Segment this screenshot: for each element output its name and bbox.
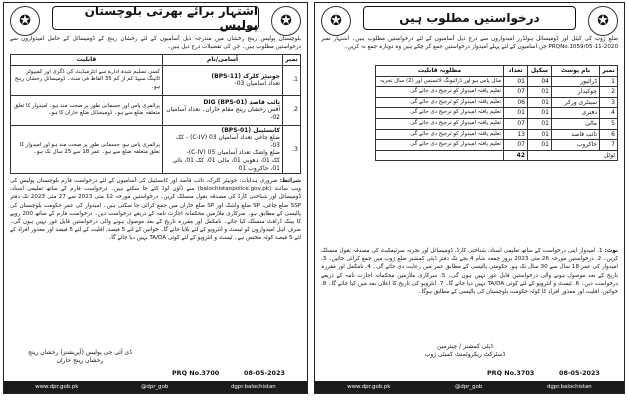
terms-heading: شرائط: (279, 178, 301, 184)
total-empty (376, 150, 504, 161)
header-count: تعداد (504, 66, 528, 77)
table-row (376, 140, 618, 151)
notes-block (321, 247, 618, 337)
cell-scale: 01 (528, 140, 552, 151)
post-title: جونیئر کلرک (BPS-11) (211, 72, 280, 80)
table-row (11, 95, 301, 125)
prq-number: PRQ No.3700 (172, 369, 220, 377)
signature-block (10, 349, 150, 365)
prq-number: PRQ No.3703 (487, 369, 535, 377)
notes-text: 1. امیدوار اپنی درخواست کے ساتھ تعلیمی اسناد، شناختی کارڈ، ڈومیسائل اور تجربہ سرٹیفکیٹ کی مصدقہ نقول منسلک کریں۔ 2. درخواستیں مورخہ 26 مئی 2023 بروز جمعہ شام 4 بجے تک دفتر ڈپٹی کمشنر ضلع ژوب میں جمع کرائی جائیں۔ 3. امیدوار کی عمر 18 سال سے 30 سال تک ہو، حکومتی پالیسی کے مطابق عمر میں رعایت دی جائے گی۔ 4. نامکمل اور مقررہ تاریخ کے بعد موصول ہونے والی درخواستیں قابل غور نہیں ہوں گی۔ 5. سرکاری ملازمین محکمانہ اجازت نامہ کے ذریعے درخواست دیں۔ 6. ٹیسٹ و انٹرویو کے لئے کوئی TA/DA نہیں دیا جائے گا۔ 7. انٹرویو کی تاریخ کا اعلان بعد میں کیا جائے گا۔ 8. خواتین، اقلیت اور معذور افراد کا کوٹہ حکومت بلوچستان کی پالیسی کے مطابق ہوگا۔ (321, 248, 618, 296)
ad-intro: ضلع ژوب کی کیٹل اور ڈومیسائل ہولڈرز امیدواروں سے درج ذیل آسامیوں کے لئے درخواستیں مطلوب ہیں۔ اشتہار نمبر PRQNo.1059/05-11-2020 جن اسامیوں کے لئے پہلے امیدوار درخواستیں جمع کر چکے ہیں وہ دوبارہ جمع نہ کریں۔ (321, 36, 618, 51)
cell-count: 01 (504, 108, 528, 119)
cell-count: 07 (504, 118, 528, 129)
total-row (376, 150, 618, 161)
table-row (11, 125, 301, 174)
table-row (376, 108, 618, 119)
cell-qualification: تعلیم یافتہ امیدوار کو ترجیح دی جائے گی (376, 129, 504, 140)
footer-twitter[interactable]: @dpr_gob (141, 384, 169, 390)
header-qualification: قابلیت (11, 55, 163, 66)
post-detail-line: کک 01، دھوبی 01، مالی 01، کک 01، نائی 01، خاکروب 01 (172, 156, 280, 172)
total-label: ٹوٹل (528, 150, 618, 161)
table-row (376, 87, 618, 98)
cell-no: 6 (600, 129, 618, 140)
footer-strip (4, 381, 307, 393)
table-row (376, 76, 618, 87)
header-qualification: مطلوبہ قابلیت (376, 66, 504, 77)
post-cell (163, 125, 283, 174)
cell-post: نائب قاصد (552, 129, 600, 140)
footer-facebook[interactable]: dgpr.balochistan (546, 384, 592, 390)
cell-no: 2 (600, 87, 618, 98)
posts-table (10, 54, 301, 174)
zhob-recruitment-ad (314, 2, 625, 394)
cell-post: سینٹری ورکر (552, 97, 600, 108)
cell-qualification: تعلیم یافتہ امیدوار کو ترجیح دی جائے گی (376, 108, 504, 119)
ad-title: اشتہار برائے بھرتی بلوچستان پولیس (52, 6, 259, 30)
signature-block (385, 343, 545, 359)
post-title: کانسٹیبل (BPS-01) (221, 126, 280, 134)
cell-scale: 01 (528, 118, 552, 129)
table-header-row (11, 55, 301, 66)
cell-scale: 01 (528, 129, 552, 140)
cell-count: 06 (504, 97, 528, 108)
header-post: نام پوسٹ (552, 66, 600, 77)
table-row (11, 65, 301, 95)
footer-website[interactable]: www.dpr.gob.pk (347, 384, 391, 390)
ad-intro: بلوچستان پولیس رینج رخشان میں مندرجہ ذیل آسامیوں کے لئے رخشان رینج کے ڈومیسائل کے حامل امیدواروں سے درخواستیں مطلوب ہیں۔ جن کی تفصیلات درج ذیل ہیں۔ (10, 36, 301, 51)
footer-website[interactable]: www.dpr.gob.pk (35, 384, 79, 390)
header-no: نمبر (600, 66, 618, 77)
qualification: پرائمری پاس اور جسمانی طور پر صحت مند ہو۔ امیدوار کا تعلق متعلقہ ضلع سے ہو۔ ڈومیسائل ضلع خاران کا ہو۔ (11, 95, 163, 125)
table-body (376, 76, 618, 150)
signature-line: رخشان رینج خاران (56, 357, 104, 364)
terms-text: ضروری ہدایات: جونیئر کلرک، نائب قاصد اور کانسٹیبل کی آسامیوں کے لئے درخواست فارم بلوچستان پولیس کی ویب سائٹ (balochistanpolice.gov.pk) سے ڈاؤن لوڈ کئے جا سکتے ہیں۔ درخواست فارم کے ساتھ تعلیمی اسناد، ڈومیسائل اور شناختی کارڈ کی مصدقہ نقول منسلک کریں۔ درخواستیں مورخہ 12 مئی 2023 سے 27 مئی 2023 تک دفتر SSP ضلع چاغی، SP ضلع واشک اور SP ضلع خاران میں جمع کرائی جا سکتی ہیں۔ امیدوار کی عمر حکومت بلوچستان کی پالیسی کے مطابق ہو۔ سرکاری ملازمین محکمانہ اجازت نامہ کے ذریعے درخواست دیں۔ درخواست فارم کے ساتھ 200 روپے کا بینک ڈرافٹ منسلک کیا جائے۔ نامکمل اور مقررہ تاریخ کے بعد موصول ہونے والی درخواستیں قابل غور نہیں ہوں گی۔ صرف اہل امیدواروں کو ٹیسٹ و انٹرویو کے لئے بلایا جائے گا۔ خواتین کے لئے 5 فیصد، اقلیت کے لئے 5 فیصد اور معذور افراد کے لئے 5 فیصد کوٹہ مختص ہے۔ ٹیسٹ و انٹرویو کے لئے کوئی TA/DA نہیں دیا جائے گا۔ (10, 178, 301, 242)
cell-count: 13 (504, 129, 528, 140)
police-emblem-icon: ✪ (271, 6, 301, 36)
post-cell (163, 65, 283, 95)
post-detail-line: ضلع چاغی تعداد آسامیاں 03 (C-IV) - کک 03- (175, 134, 280, 149)
cell-scale: 01 (528, 87, 552, 98)
cell-post: ڈرائیور (552, 76, 600, 87)
table-row (376, 129, 618, 140)
header-no: نمبر (283, 55, 301, 66)
cell-no: 7 (600, 140, 618, 151)
cell-qualification: تعلیم یافتہ امیدوار کو ترجیح دی جائے گی (376, 118, 504, 129)
row-no: 2. (283, 95, 301, 125)
table-row (376, 118, 618, 129)
cell-post: مالی (552, 118, 600, 129)
post-detail: آفس رخشان رینج مقام خاران۔ تعداد آسامیاں 02- (166, 106, 280, 121)
cell-no: 4 (600, 108, 618, 119)
cell-post: دفتری (552, 108, 600, 119)
cell-count: 07 (504, 140, 528, 151)
cell-no: 1 (600, 76, 618, 87)
qualification: کسی تسلیم شدہ ادارے سے انٹرمیڈیٹ کی ڈگری اور کمپیوٹر ٹائپنگ سپیڈ کم از کم 35 الفاظ فی منٹ۔ ڈومیسائل رخشان رینج ہو۔ (11, 65, 163, 95)
cell-qualification: تعلیم یافتہ امیدوار کو ترجیح دی جائے گی (376, 97, 504, 108)
signature-line: ڈپٹی کمشنر / چیئرمین (437, 343, 493, 350)
qualification: پرائمری پاس ہو، جسمانی طور پر صحت مند ہو اور امیدوار کا تعلق متعلقہ ضلع سے ہو۔ عمر 18 سے 25 سال تک ہو۔ (11, 125, 163, 174)
notes-heading: نوٹ: (604, 248, 618, 254)
signature-line: ڈی آئی جی پولیس (آپریشنز) رخشان رینج (28, 349, 132, 356)
post-cell (163, 95, 283, 125)
header-scale: سکیل (528, 66, 552, 77)
balochistan-emblem-icon: ✪ (321, 6, 351, 36)
cell-qualification: تعلیم یافتہ امیدوار کو ترجیح دی جائے گی (376, 87, 504, 98)
cell-no: 5 (600, 118, 618, 129)
cell-qualification: مڈل پاس ہو اور ڈرائیونگ لائسنس اور (2) سال تجربہ (376, 76, 504, 87)
cell-count: 07 (504, 87, 528, 98)
row-no: 3. (283, 125, 301, 174)
cell-post: چوکیدار (552, 87, 600, 98)
table-row (376, 97, 618, 108)
footer-strip (315, 381, 624, 393)
header-post: آسامی/نام (163, 55, 283, 66)
table-header-row (376, 66, 618, 77)
post-detail: تعداد آسامیاں 03- (234, 80, 280, 88)
signature-line: ڈسٹرکٹ ریکروٹمنٹ کمیٹی ژوب (424, 351, 506, 358)
post-detail-line: ضلع واشک تعداد آسامیاں 05 (C-IV)- (186, 149, 280, 157)
cell-qualification: تعلیم یافتہ امیدوار کو ترجیح دی جائے گی (376, 140, 504, 151)
cell-scale: 01 (528, 97, 552, 108)
terms-block (10, 177, 301, 337)
total-count: 42 (504, 150, 528, 161)
footer-facebook[interactable]: dgpr.balochistan (230, 384, 276, 390)
footer-twitter[interactable]: @dpr_gob (455, 384, 483, 390)
posts-table (375, 65, 618, 161)
cell-no: 3 (600, 97, 618, 108)
cell-count: 01 (504, 76, 528, 87)
cell-scale: 04 (528, 76, 552, 87)
ad-title: درخواستیں مطلوب ہیں (363, 6, 576, 30)
cell-post: خاکروب (552, 140, 600, 151)
cell-scale: 01 (528, 108, 552, 119)
row-no: 1. (283, 65, 301, 95)
ad-date: 08-05-2023 (559, 369, 600, 377)
government-emblem-icon: ✪ (588, 6, 618, 36)
balochistan-emblem-icon: ✪ (10, 6, 40, 36)
police-recruitment-ad (3, 2, 308, 394)
post-title: نائب قاصد (BPS-01) DIG (203, 98, 280, 106)
ad-date: 08-05-2023 (244, 369, 285, 377)
